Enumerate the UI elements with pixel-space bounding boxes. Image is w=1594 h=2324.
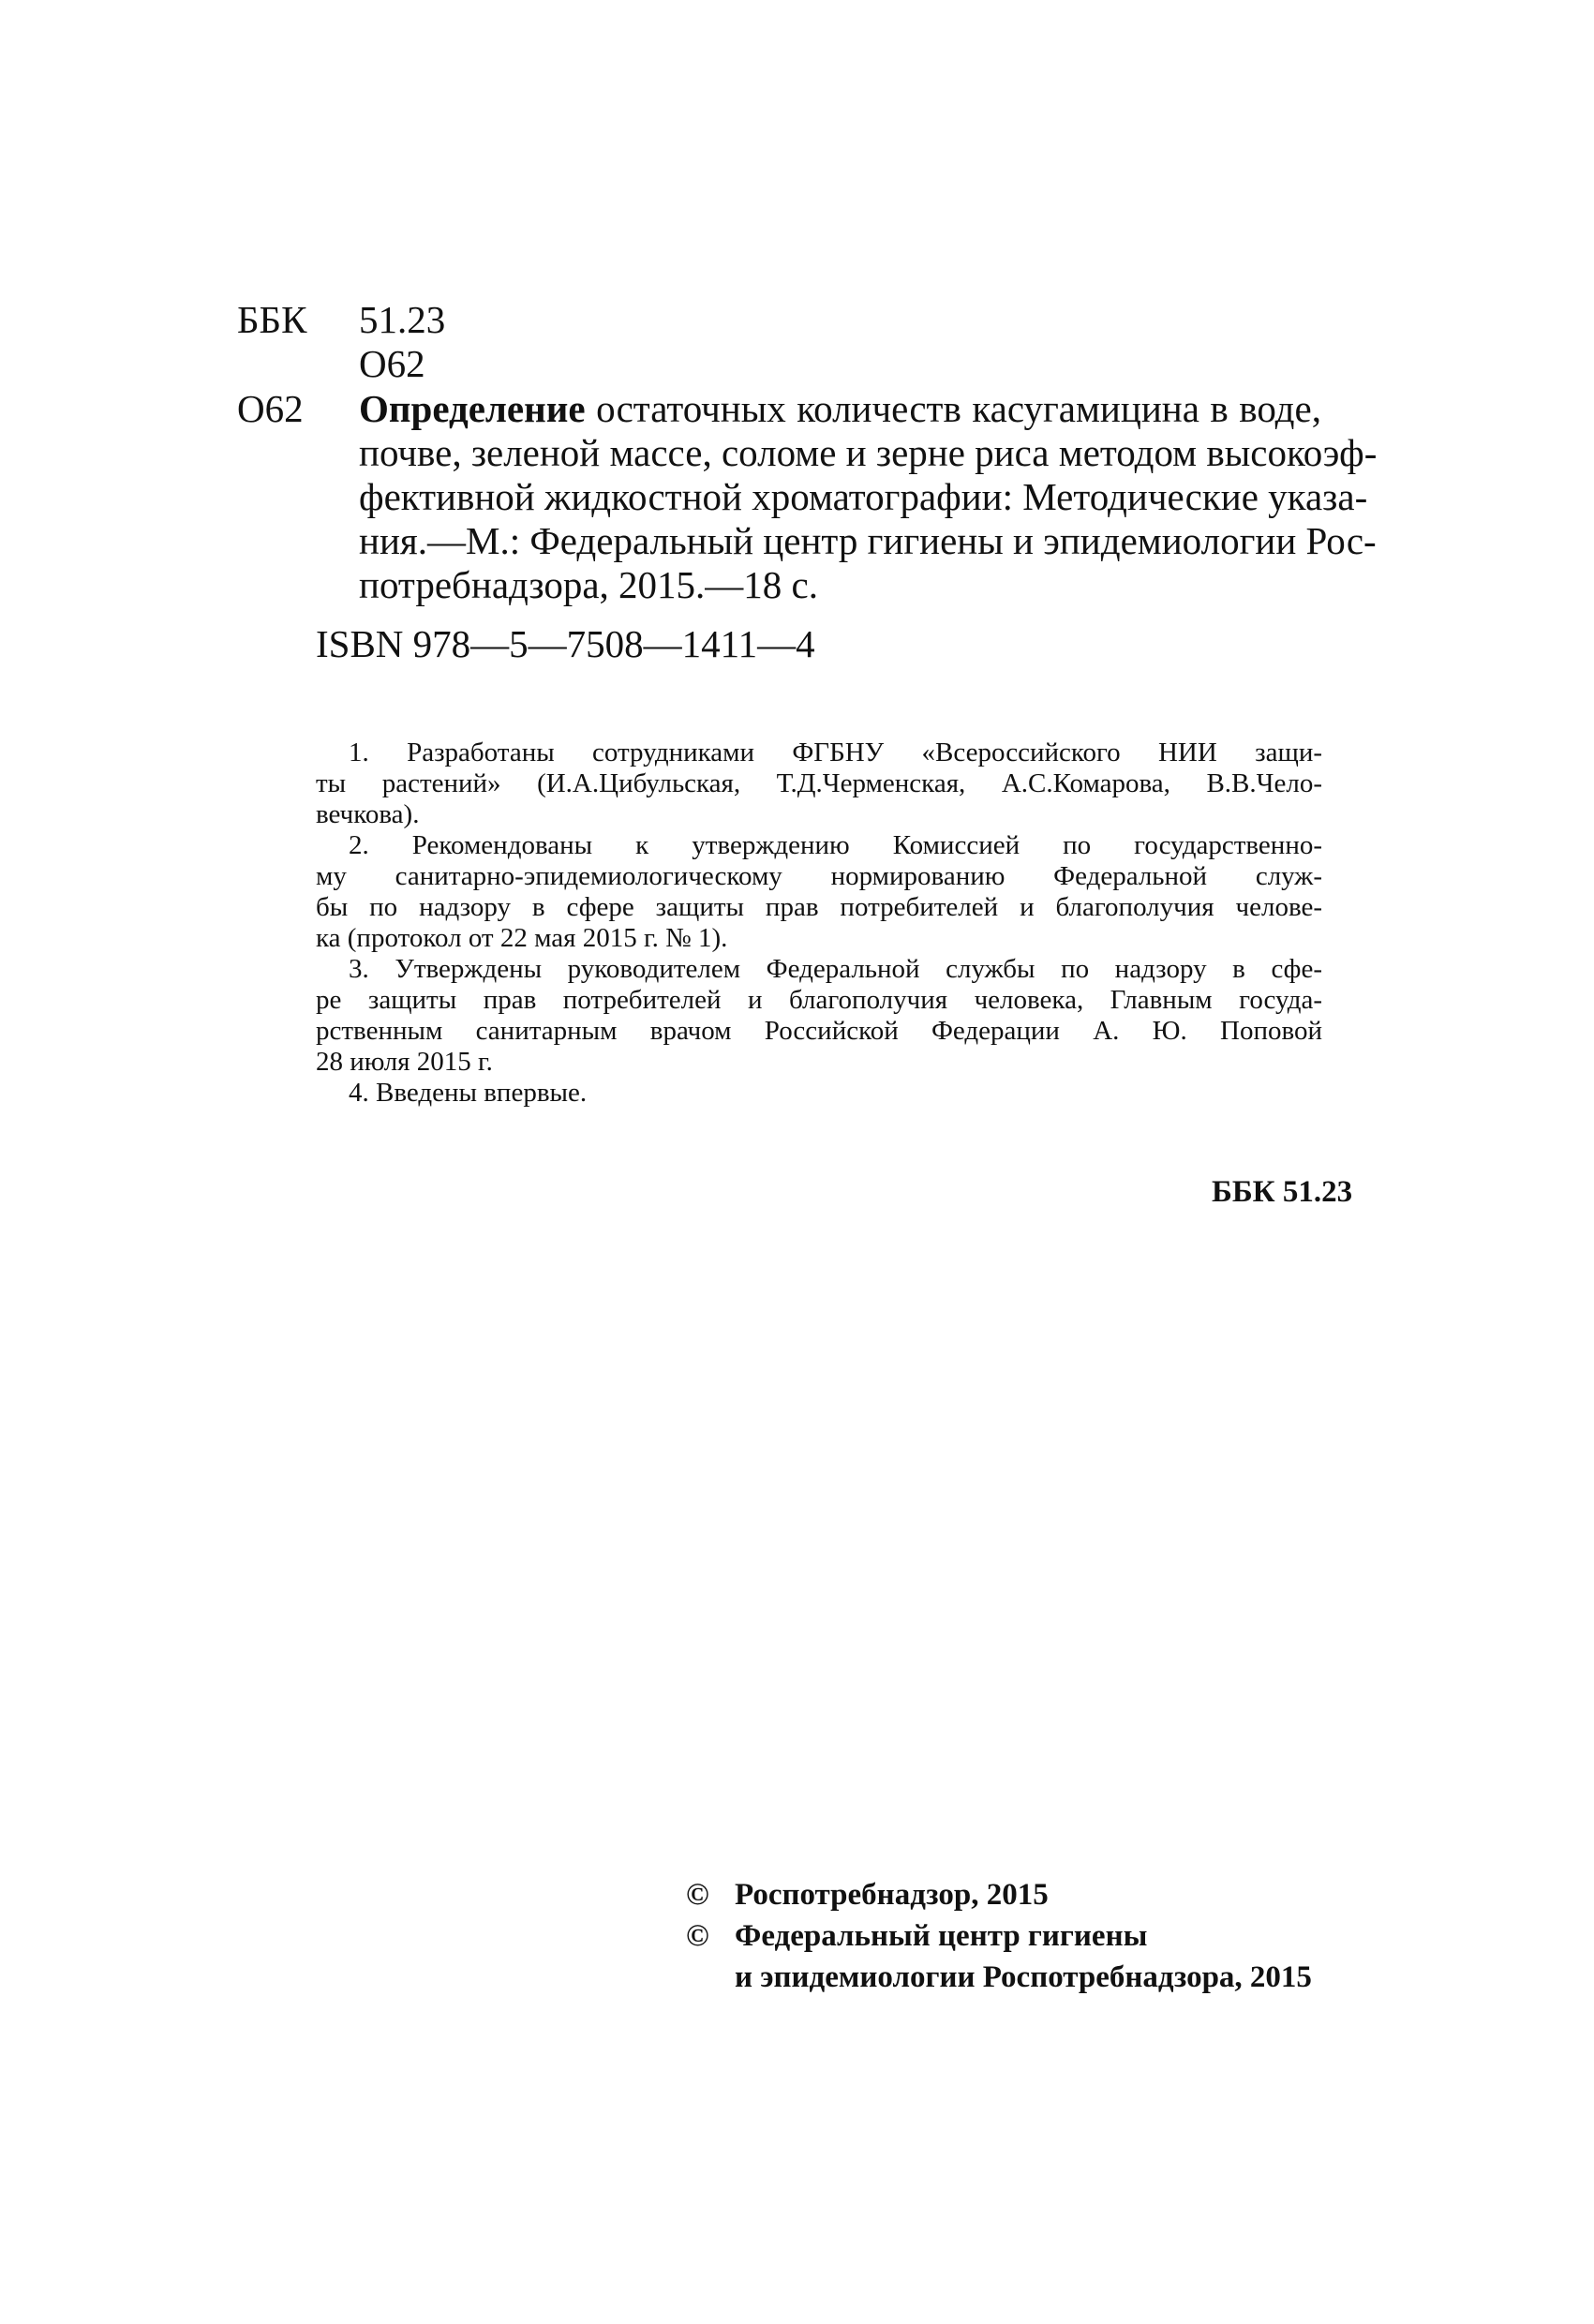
copyright-line-1 [686,1876,1049,1914]
isbn: ISBN 978—5—7508—1411—4 [316,622,815,665]
copyright-icon: © [686,1919,709,1953]
notes-list [316,737,1322,1109]
description-line: фективной жидкостной хроматографии: Методические указа- [359,475,1368,518]
note-line: 2. Рекомендованы к утверждению Комиссией по государственно- [349,830,1322,860]
description-line: ния.—М.: Федеральный центр гигиены и эпидемиологии Рос- [359,519,1377,562]
note-line: бы по надзору в сфере защиты прав потребителей и благополучия челове- [316,892,1322,922]
note-line: 1. Разработаны сотрудниками ФГБНУ «Всероссийского НИИ защи- [349,737,1322,767]
description-line: почве, зеленой массе, соломе и зерне риса методом высокоэф- [359,431,1378,474]
copyright-holder-1: Роспотребнадзор, 2015 [735,1878,1049,1912]
bbk-label: ББК [237,298,307,341]
copyright-holder-2: Федеральный центр гигиены [735,1919,1148,1953]
note-line: 28 июля 2015 г. [316,1047,493,1077]
description-line-text: остаточных количеств касугамицина в воде, [585,387,1321,430]
description-line: потребнадзора, 2015.—18 с. [359,563,818,606]
bibliographic-description [359,387,1378,607]
note-line: рственным санитарным врачом Российской Федерации А. Ю. Поповой [316,1016,1322,1046]
copyright-icon: © [686,1878,709,1912]
copyright-line-2 [686,1917,1147,1955]
author-sign-header: О62 [359,342,425,385]
note-line: 4. Введены впервые. [349,1078,588,1108]
entry-author-sign: О62 [237,387,304,430]
note-line: вечкова). [316,799,420,829]
description-line [359,387,1321,431]
copyright-holder-2-continued: и эпидемиологии Роспотребнадзора, 2015 [735,1960,1312,1994]
bbk-code: 51.23 [359,298,446,341]
note-line: ка (протокол от 22 мая 2015 г. № 1). [316,923,728,953]
note-line: ре защиты прав потребителей и благополучия человека, Главным госуда- [316,985,1322,1015]
note-line: ты растений» (И.А.Цибульская, Т.Д.Черменская, А.С.Комарова, В.В.Чело- [316,768,1322,798]
note-line: му санитарно-эпидемиологическому нормированию Федеральной служ- [316,861,1322,891]
note-line: 3. Утверждены руководителем Федеральной службы по надзору в сфе- [349,954,1322,984]
bbk-bottom: ББК 51.23 [1212,1175,1353,1209]
title-bold: Определение [359,387,586,430]
